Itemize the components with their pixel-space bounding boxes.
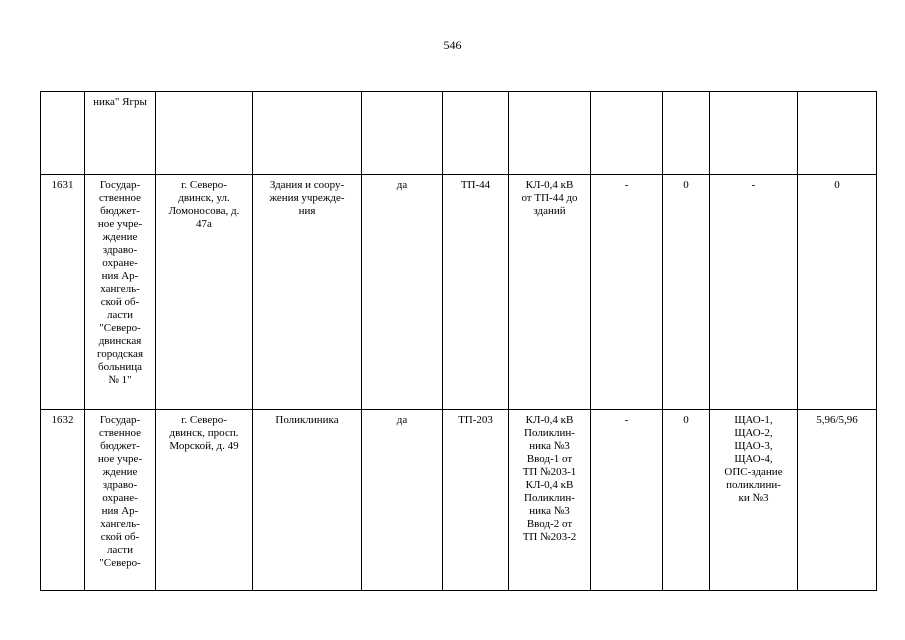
cell-col10 xyxy=(710,92,798,175)
cell-owner: ника" Ягры xyxy=(85,92,156,175)
cell-substation xyxy=(443,92,509,175)
cell-cable-line xyxy=(509,92,591,175)
registry-table xyxy=(40,91,877,591)
cell-owner: Государ- ственное бюджет- ное учре- ждение здраво- охране- ния Ар- хангель- ской об- ласти "Северо- xyxy=(85,410,156,591)
cell-col11 xyxy=(798,92,877,175)
cell-flag: да xyxy=(362,175,443,410)
cell-col11: 5,96/5,96 xyxy=(798,410,877,591)
cell-col8: - xyxy=(591,410,663,591)
cell-flag xyxy=(362,92,443,175)
cell-number: 1632 xyxy=(41,410,85,591)
cell-number xyxy=(41,92,85,175)
cell-object-type: Здания и соору- жения учрежде- ния xyxy=(253,175,362,410)
cell-col9: 0 xyxy=(663,175,710,410)
cell-cable-line: КЛ-0,4 кВ Поликлин- ника №3 Ввод-1 от ТП №203-1 КЛ-0,4 кВ Поликлин- ника №3 Ввод-2 от ТП №203-2 xyxy=(509,410,591,591)
cell-object-type xyxy=(253,92,362,175)
cell-col9 xyxy=(663,92,710,175)
cell-substation: ТП-44 xyxy=(443,175,509,410)
cell-col10: ЩАО-1, ЩАО-2, ЩАО-3, ЩАО-4, ОПС-здание поликлини- ки №3 xyxy=(710,410,798,591)
cell-col8: - xyxy=(591,175,663,410)
table-row xyxy=(41,92,877,175)
table-row xyxy=(41,175,877,410)
cell-substation: ТП-203 xyxy=(443,410,509,591)
cell-address xyxy=(156,92,253,175)
page-number: 546 xyxy=(443,38,462,52)
cell-col11: 0 xyxy=(798,175,877,410)
table-row xyxy=(41,410,877,591)
cell-flag: да xyxy=(362,410,443,591)
cell-col10: - xyxy=(710,175,798,410)
cell-col9: 0 xyxy=(663,410,710,591)
cell-address: г. Северо- двинск, ул. Ломоносова, д. 47а xyxy=(156,175,253,410)
cell-object-type: Поликлиника xyxy=(253,410,362,591)
cell-cable-line: КЛ-0,4 кВ от ТП-44 до зданий xyxy=(509,175,591,410)
cell-address: г. Северо- двинск, просп. Морской, д. 49 xyxy=(156,410,253,591)
cell-number: 1631 xyxy=(41,175,85,410)
cell-col8 xyxy=(591,92,663,175)
cell-owner: Государ- ственное бюджет- ное учре- ждение здраво- охране- ния Ар- хангель- ской об- ласти "Северо- двинская городская больница № 1" xyxy=(85,175,156,410)
